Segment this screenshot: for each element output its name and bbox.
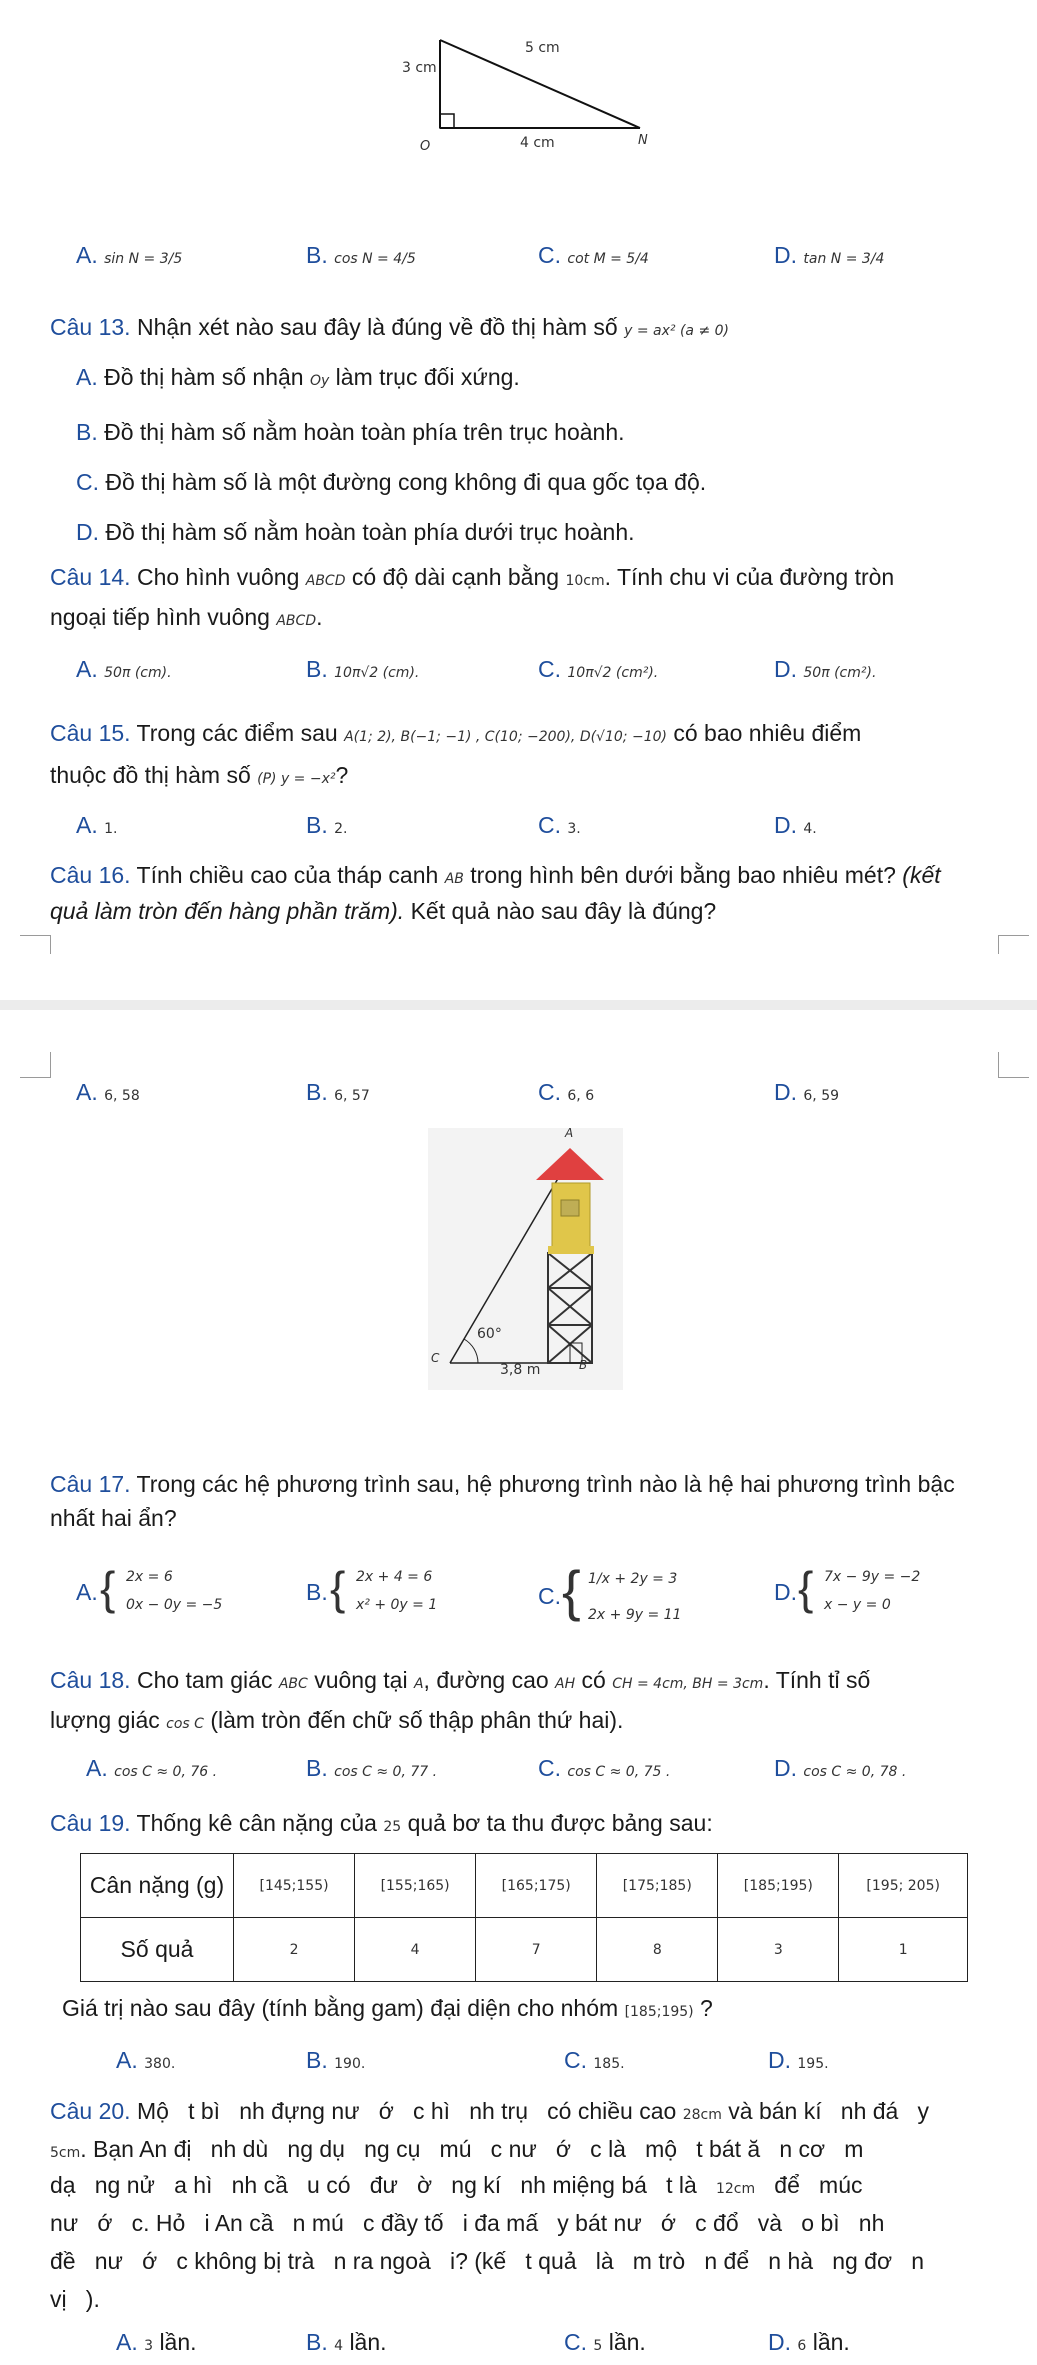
table-header-count: Số quả: [81, 1918, 234, 1982]
page-separator: [0, 1000, 1037, 1010]
table-cell: [195; 205): [839, 1854, 968, 1918]
q19-stem: Câu 19. Thống kê cân nặng của 25 quả bơ ta thu được bảng sau:: [50, 1810, 713, 1836]
q19-option-b[interactable]: B. 190.: [306, 2047, 366, 2073]
q13-option-a[interactable]: A. Đồ thị hàm số nhận Oy làm trục đối xứng.: [76, 364, 520, 390]
q20-option-c[interactable]: C. 5 lần.: [564, 2329, 646, 2355]
table-header-weight: Cân nặng (g): [81, 1854, 234, 1918]
label-O: O: [420, 139, 431, 154]
q14-option-c[interactable]: C. 10π√2 (cm²).: [538, 656, 659, 682]
q13-option-b[interactable]: B. Đồ thị hàm số nằm hoàn toàn phía trên trục hoành.: [76, 419, 625, 445]
table-cell: [185;195): [718, 1854, 839, 1918]
q19-option-c[interactable]: C. 185.: [564, 2047, 625, 2073]
page-corner-bl: [998, 935, 1029, 954]
table-cell: [145;155): [234, 1854, 355, 1918]
q12-option-c[interactable]: C. cot M = 5/4: [538, 242, 649, 268]
q12-option-a[interactable]: A. sin N = 3/5: [76, 242, 183, 268]
tower-label-B: B: [579, 1358, 588, 1372]
q20-line2: 5cm. Bạn An đị nh dù ng dụ ng cụ mú c nư ớ c là mộ t bát ă n cơ m: [50, 2136, 864, 2162]
q12-option-b[interactable]: B. cos N = 4/5: [306, 242, 416, 268]
q16-option-c[interactable]: C. 6, 6: [538, 1079, 595, 1105]
q19-option-a[interactable]: A. 380.: [116, 2047, 176, 2073]
q19-table: [80, 1853, 968, 1982]
table-row: [81, 1918, 968, 1982]
q17-stem: Câu 17. Trong các hệ phương trình sau, hệ phương trình nào là hệ hai phương trình bậc: [50, 1471, 955, 1497]
table-cell: [155;165): [355, 1854, 476, 1918]
q18-option-b[interactable]: B. cos C ≈ 0, 77 .: [306, 1755, 438, 1781]
q18-option-d[interactable]: D. cos C ≈ 0, 78 .: [774, 1755, 907, 1781]
q15-stem-line2: thuộc đồ thị hàm số (P) y = −x²?: [50, 762, 349, 788]
q20-line4: nư ớ c. Hỏ i An cầ n mú c đầy tố i đa mấ y bát nư ớ c đổ và o bì nh: [50, 2210, 885, 2236]
tower-figure: [428, 1128, 623, 1390]
tower-label-A: A: [565, 1126, 574, 1140]
q14-stem-line2: ngoại tiếp hình vuông ABCD.: [50, 604, 323, 630]
label-N: N: [638, 133, 648, 148]
table-row: [81, 1854, 968, 1918]
table-cell: 4: [355, 1918, 476, 1982]
q20-option-d[interactable]: D. 6 lần.: [768, 2329, 850, 2355]
q15-stem: Câu 15. Trong các điểm sau A(1; 2), B(−1; −1) , C(10; −200), D(√10; −10) có bao nhiêu điểm: [50, 720, 862, 746]
q16-option-a[interactable]: A. 6, 58: [76, 1079, 140, 1105]
q18-stem-line2: lượng giác cos C (làm tròn đến chữ số thập phân thứ hai).: [50, 1707, 624, 1733]
q13-option-c[interactable]: C. Đồ thị hàm số là một đường cong không đi qua gốc tọa độ.: [76, 469, 707, 495]
page-corner-tr: [20, 1052, 51, 1078]
q20-line5: đề nư ớ c không bị trà n ra ngoà i? (kế t quả là m trò n để n hà ng đơ n: [50, 2248, 925, 2274]
q19-option-d[interactable]: D. 195.: [768, 2047, 829, 2073]
q20-option-b[interactable]: B. 4 lần.: [306, 2329, 387, 2355]
page-corner-br: [20, 935, 51, 954]
q16-stem: Câu 16. Tính chiều cao của tháp canh AB trong hình bên dưới bằng bao nhiêu mét? (kết: [50, 862, 941, 888]
q17-stem-line2: nhất hai ẩn?: [50, 1505, 177, 1531]
q14-option-b[interactable]: B. 10π√2 (cm).: [306, 656, 420, 682]
q13-stem: Câu 13. Nhận xét nào sau đây là đúng về đồ thị hàm số y = ax² (a ≠ 0): [50, 314, 729, 340]
right-angle-mark: [440, 114, 454, 128]
tower-base: [548, 1246, 594, 1254]
table-cell: [165;175): [476, 1854, 597, 1918]
q15-option-d[interactable]: D. 4.: [774, 812, 817, 838]
q20-option-a[interactable]: A. 3 lần.: [116, 2329, 197, 2355]
q15-option-b[interactable]: B. 2.: [306, 812, 348, 838]
tower-label-dist: 3,8 m: [500, 1362, 541, 1378]
q14-option-d[interactable]: D. 50π (cm²).: [774, 656, 877, 682]
label-bottom: 4 cm: [520, 135, 555, 151]
q20-line6: vị ).: [50, 2286, 100, 2312]
q12-option-d[interactable]: D. tan N = 3/4: [774, 242, 885, 268]
q18-option-a[interactable]: A. cos C ≈ 0, 76 .: [86, 1755, 218, 1781]
q16-option-d[interactable]: D. 6, 59: [774, 1079, 840, 1105]
q16-option-b[interactable]: B. 6, 57: [306, 1079, 370, 1105]
label-left: 3 cm: [402, 60, 437, 76]
q15-option-a[interactable]: A. 1.: [76, 812, 118, 838]
q20-line3: dạ ng nử a hì nh cầ u có đư ờ ng kí nh miệng bá t là 12cm để múc: [50, 2172, 863, 2198]
q14-option-a[interactable]: A. 50π (cm).: [76, 656, 172, 682]
q18-stem: Câu 18. Cho tam giác ABC vuông tại A, đường cao AH có CH = 4cm, BH = 3cm. Tính tỉ số: [50, 1667, 871, 1693]
q20-line1: Câu 20. Mộ t bì nh đựng nư ớ c hì nh trụ có chiều cao 28cm và bán kí nh đá y: [50, 2098, 929, 2124]
tower-label-angle: 60°: [477, 1326, 502, 1342]
q15-option-c[interactable]: C. 3.: [538, 812, 581, 838]
table-cell: [175;185): [597, 1854, 718, 1918]
table-cell: 7: [476, 1918, 597, 1982]
tower-label-C: C: [431, 1351, 440, 1365]
q19-after: Giá trị nào sau đây (tính bằng gam) đại diện cho nhóm [185;195) ?: [62, 1995, 713, 2021]
q13-option-d[interactable]: D. Đồ thị hàm số nằm hoàn toàn phía dưới trục hoành.: [76, 519, 635, 545]
tower-cabin: [552, 1183, 590, 1251]
label-hyp: 5 cm: [525, 40, 560, 56]
q14-stem: Câu 14. Cho hình vuông ABCD có độ dài cạnh bằng 10cm. Tính chu vi của đường tròn: [50, 564, 895, 590]
q18-option-c[interactable]: C. cos C ≈ 0, 75 .: [538, 1755, 671, 1781]
table-cell: 3: [718, 1918, 839, 1982]
table-cell: 2: [234, 1918, 355, 1982]
table-cell: 8: [597, 1918, 718, 1982]
q16-stem-line2: quả làm tròn đến hàng phần trăm). Kết quả nào sau đây là đúng?: [50, 898, 717, 924]
page-corner-tl: [998, 1052, 1029, 1078]
tower-window: [561, 1200, 579, 1216]
table-cell: 1: [839, 1918, 968, 1982]
